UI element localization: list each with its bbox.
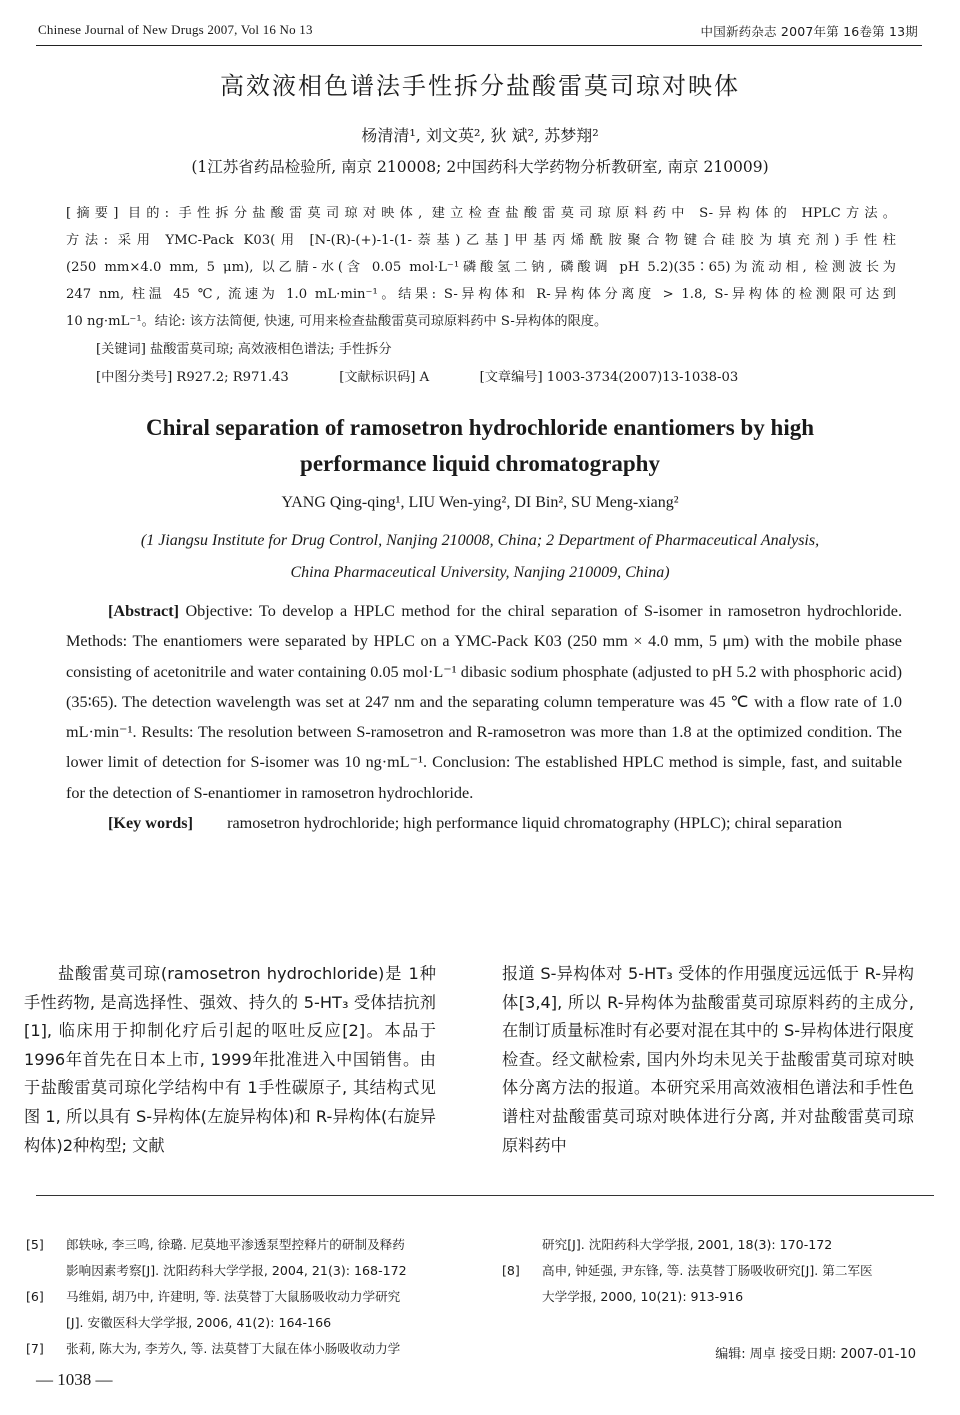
keywords-en-heading: [Key words] <box>108 814 193 833</box>
keywords-cn: [关键词] 盐酸雷莫司琼; 高效液相色谱法; 手性拆分 <box>96 342 392 357</box>
keywords-en-text: ramosetron hydrochloride; high performance liquid chromatography (HPLC); chiral separation <box>227 814 842 833</box>
body-paragraph: 报道 S-异构体对 5-HT₃ 受体的作用强度远远低于 R-异构体[3,4], 所以 R-异构体为盐酸雷莫司琼原料药的主成分, 在制订质量标准时有必要对混在其中的 S-异构体进行限度检查。经文献检索, 国内外均未见关于盐酸雷莫司琼对映体分离方法的报道。本研究采用高效液相色谱法和手性色谱柱对盐酸雷莫司琼对映体进行分离, 并对盐酸雷莫司琼原料药中 <box>502 964 914 1155</box>
reference-text: 郎轶咏, 李三鸣, 徐璐. 尼莫地平渗透泵型控释片的研制及释药 <box>66 1237 405 1252</box>
reference-number: [8] <box>502 1263 520 1278</box>
article-number: [文章编号] 1003-3734(2007)13-1038-03 <box>479 370 739 385</box>
abstract-cn <box>66 200 896 335</box>
reference-text: [J]. 安徽医科大学学报, 2006, 41(2): 164-166 <box>66 1315 332 1330</box>
references-right <box>502 1232 932 1312</box>
keywords-en-para <box>66 808 902 838</box>
header-rule <box>36 45 922 46</box>
references-rule <box>36 1195 934 1196</box>
reference-text: 张莉, 陈大为, 李芳久, 等. 法莫替丁大鼠在体小肠吸收动力学 <box>66 1341 401 1356</box>
doc-code: [文献标识码] A <box>339 370 430 385</box>
abstract-cn-line: 10 ng·mL⁻¹。结论: 该方法简便, 快速, 可用来检查盐酸雷莫司琼原料药中 S-异构体的限度。 <box>66 314 608 329</box>
abstract-en-heading: [Abstract] <box>108 602 180 620</box>
affiliation-en <box>0 525 960 589</box>
abstract-cn-line: 方法: 采用 YMC-Pack K03(用 [N-(R)-(+)-1-(1-萘基)乙基]甲基丙烯酰胺聚合物键合硅胶为填充剂)手性柱 <box>66 233 896 248</box>
authors-en: YANG Qing-qing¹, LIU Wen-ying², DI Bin², SU Meng-xiang² <box>281 494 679 511</box>
paper-title-en-line1: Chiral separation of ramosetron hydrochloride enantiomers by high <box>145 415 815 440</box>
reference-text: 高申, 钟延强, 尹东锋, 等. 法莫替丁肠吸收研究[J]. 第二军医 <box>542 1263 873 1278</box>
affiliation-cn: (1江苏省药品检验所, 南京 210008; 2中国药科大学药物分析教研室, 南京 210009) <box>191 158 769 176</box>
abstract-cn-line: (250 mm×4.0 mm, 5 μm), 以乙腈-水(含 0.05 mol·L⁻¹磷酸氢二钠, 磷酸调 pH 5.2)(35∶65)为流动相, 检测波长为 <box>66 260 896 275</box>
authors-cn: 杨清清¹, 刘文英², 狄 斌², 苏梦翔² <box>361 126 599 145</box>
body-paragraph: 盐酸雷莫司琼(ramosetron hydrochloride)是 1种手性药物, 是高选择性、强效、持久的 5-HT₃ 受体拮抗剂[1], 临床用于抑制化疗后引起的呕吐反应[2]。本品于 1996年首先在日本上市, 1999年批准进入中国销售。由于盐酸雷莫司琼化学结构中有 1手性碳原子, 其结构式见图 1, 所以具有 S-异构体(左旋异构体)和 R-异构体(右旋异构体)2种构型; 文献 <box>24 964 436 1155</box>
reference-number: [5] <box>26 1237 44 1252</box>
reference-number: [7] <box>26 1341 44 1356</box>
abstract-cn-line: 247 nm, 柱温 45 ℃, 流速为 1.0 mL·min⁻¹。结果: S-异构体和 R-异构体分离度 > 1.8, S-异构体的检测限可达到 <box>66 287 896 302</box>
page-number: — 1038 — <box>36 1370 113 1389</box>
references-left <box>26 1232 486 1356</box>
paper-title-en <box>0 410 960 482</box>
reference-text: 大学学报, 2000, 10(21): 913-916 <box>542 1289 744 1304</box>
abstract-en-para <box>66 596 902 808</box>
body-column-right <box>502 960 914 1160</box>
reference-text: 影响因素考察[J]. 沈阳药科大学学报, 2004, 21(3): 168-172 <box>66 1263 407 1278</box>
running-header-cn: 中国新药杂志 2007年第 16卷第 13期 <box>700 24 918 39</box>
running-header-en: Chinese Journal of New Drugs 2007, Vol 16 No 13 <box>38 22 313 37</box>
reference-number: [6] <box>26 1289 44 1304</box>
reference-text: 研究[J]. 沈阳药科大学学报, 2001, 18(3): 170-172 <box>542 1237 833 1252</box>
classification-row <box>96 366 896 385</box>
class-number: [中图分类号] R927.2; R971.43 <box>96 370 289 385</box>
abstract-cn-line: [摘要] 目的: 手性拆分盐酸雷莫司琼对映体, 建立检查盐酸雷莫司琼原料药中 S-异构体的 HPLC方法。 <box>66 206 896 221</box>
body-column-left <box>24 960 436 1160</box>
paper-title-en-line2: performance liquid chromatography <box>300 451 660 476</box>
reference-text: 马维娟, 胡乃中, 许建明, 等. 法莫替丁大鼠肠吸收动力学研究 <box>66 1289 401 1304</box>
affiliation-en-line1: (1 Jiangsu Institute for Drug Control, Nanjing 210008, China; 2 Department of Pharmaceutical Analysis, <box>140 532 820 549</box>
affiliation-en-line2: China Pharmaceutical University, Nanjing 210009, China) <box>290 564 670 581</box>
editor-info: 编辑: 周卓 接受日期: 2007-01-10 <box>715 1347 916 1362</box>
paper-title-cn: 高效液相色谱法手性拆分盐酸雷莫司琼对映体 <box>220 72 740 100</box>
abstract-en <box>66 596 902 838</box>
abstract-en-text: Objective: To develop a HPLC method for the chiral separation of S-isomer in ramosetron hydrochloride. Methods: The enantiomers were separated by HPLC on a YMC-Pack K03 (250 mm × 4.0 mm, 5 μm) with the mobile phase consisting of acetonitrile and water containing 0.05 mol·L⁻¹ dibasic sodium phosphate (adjusted to pH 5.2 with phosphoric acid) (35∶65). The detection wavelength was set at 247 nm and the separating column temperature was 45 ℃ with a flow rate of 1.0 mL·min⁻¹. Results: The resolution between S-ramosetron and R-ramosetron was more than 1.8 at the optimized condition. The lower limit of detection for S-isomer was 10 ng·mL⁻¹. Conclusion: The established HPLC method is simple, fast, and suitable for the detection of S-enantiomer in ramosetron hydrochloride. <box>66 602 903 802</box>
